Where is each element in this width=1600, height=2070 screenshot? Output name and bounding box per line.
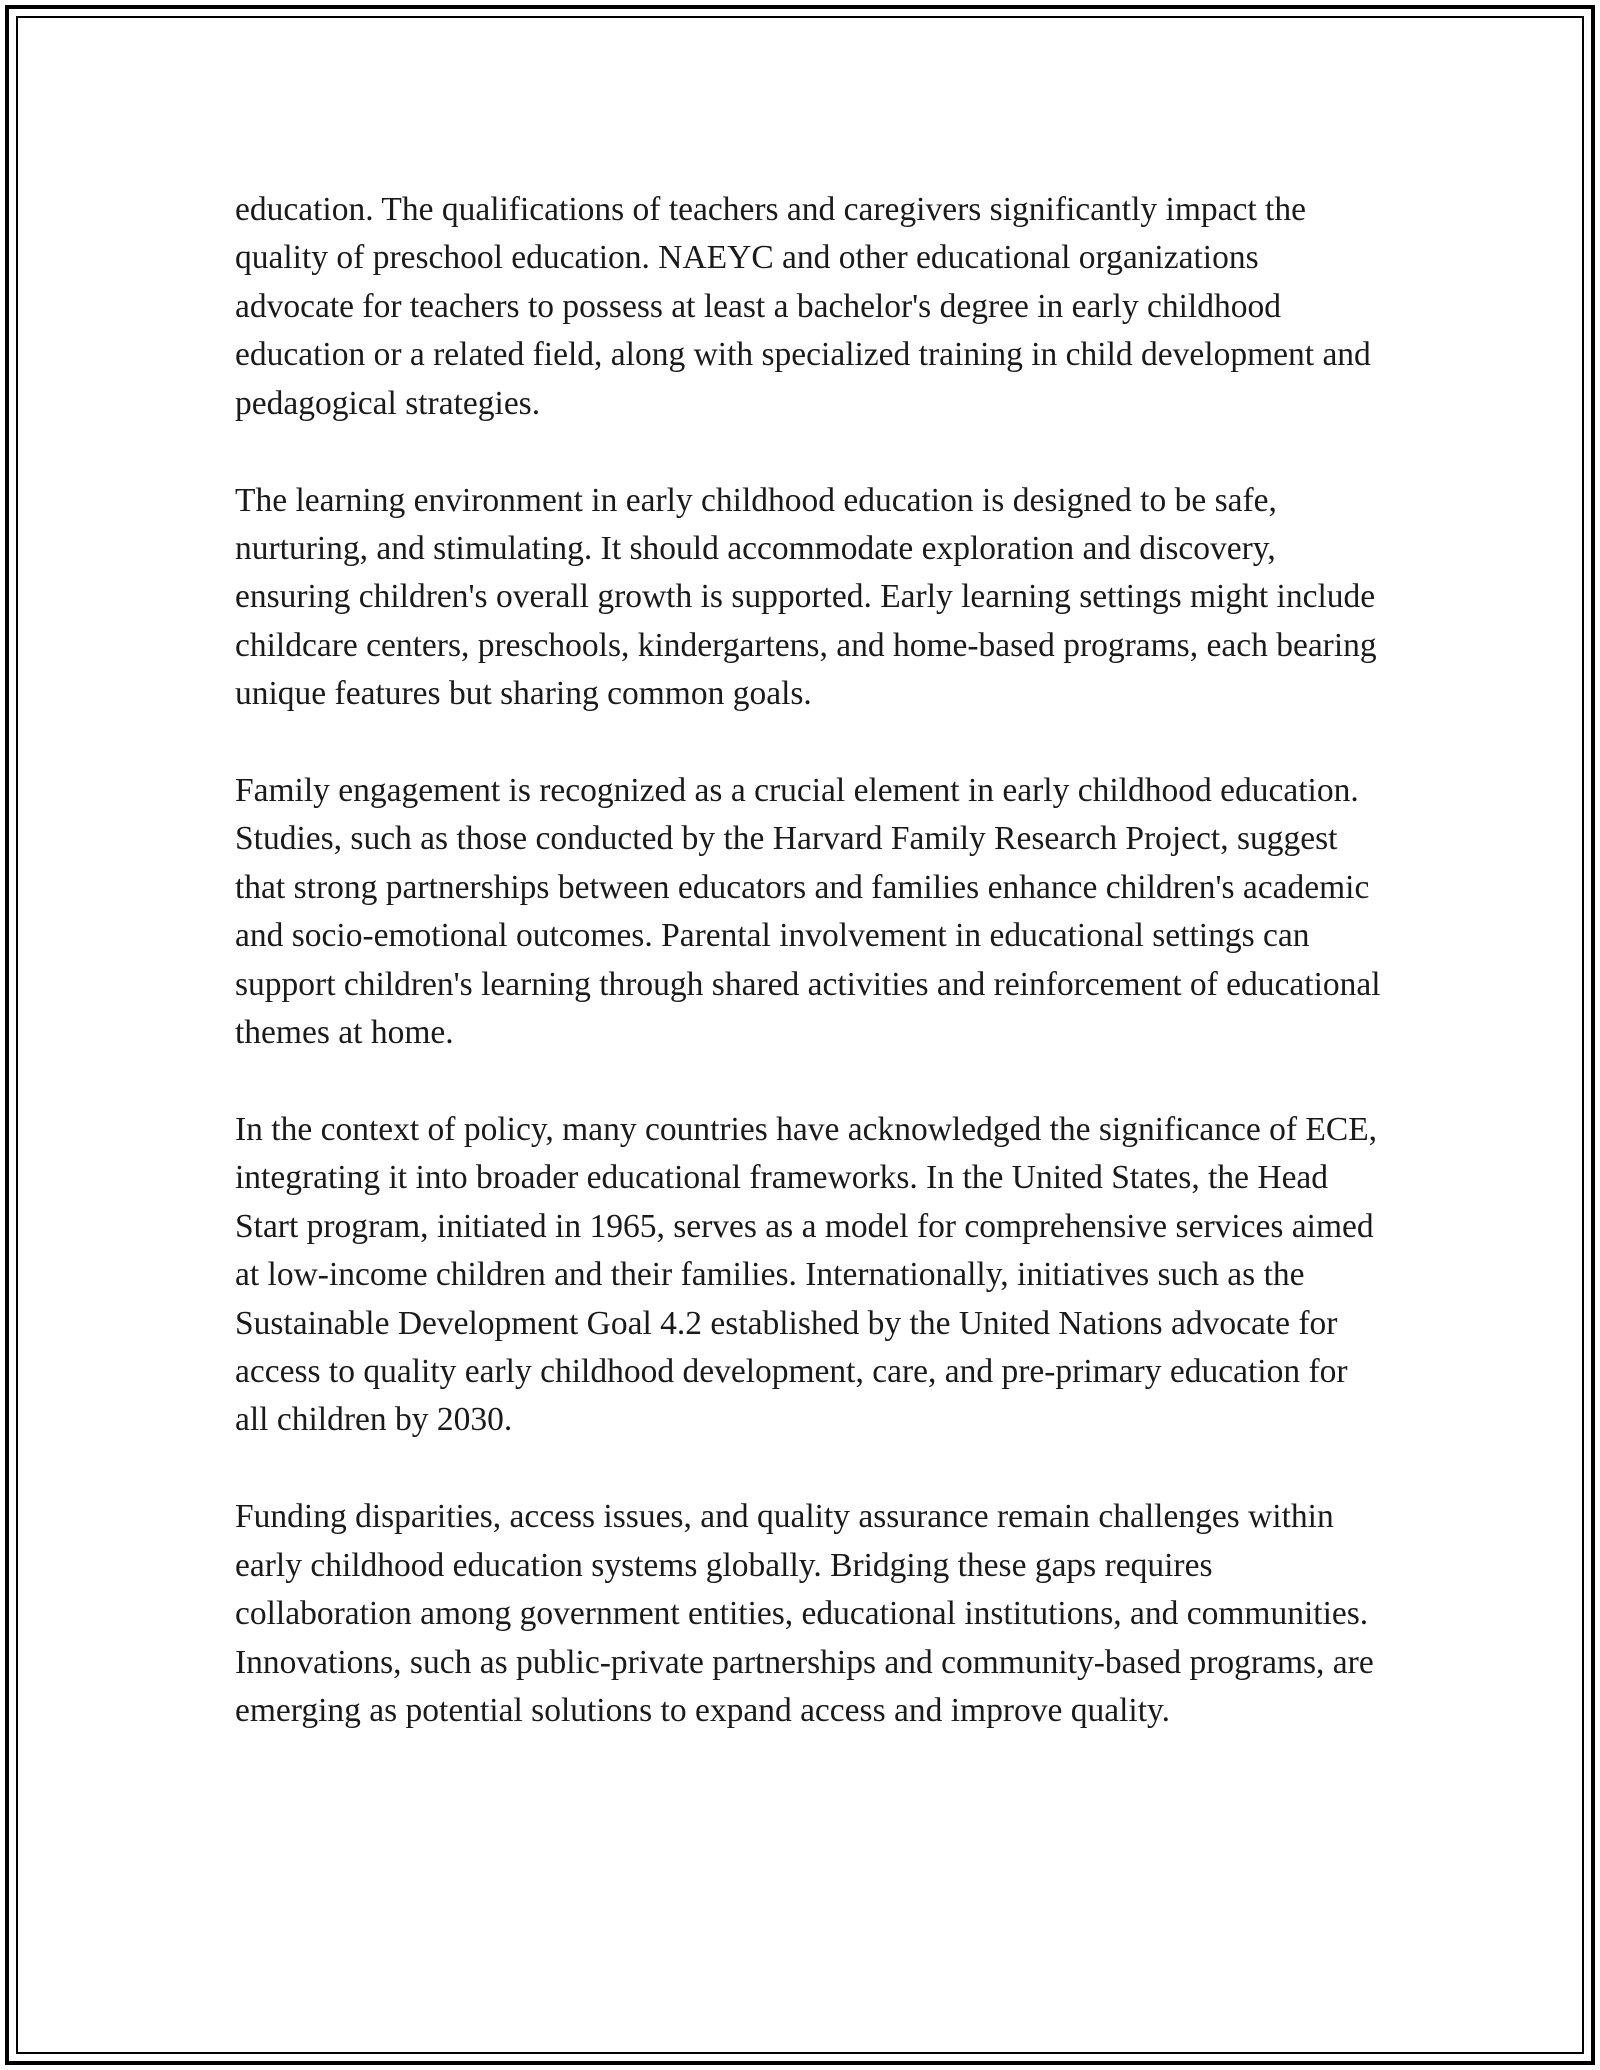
paragraph-teacher-qualifications: education. The qualifications of teachers and caregivers significantly impact the quality of preschool education. NAEYC and other educational organizations advocate for teachers to possess at least a bachelor's degree in early childhood education or a related field, along with specialized training in child development and pedagogical strategies.	[235, 191, 1371, 422]
paragraph-funding-challenges: Funding disparities, access issues, and quality assurance remain challenges within early childhood education systems globally. Bridging these gaps requires collaboration among government entities, educational institutions, and communities. Innovations, such as public-private partnerships and community-based programs, are emerging as potential solutions to expand access and improve quality.	[235, 1498, 1374, 1729]
document-body	[235, 186, 1385, 1735]
paragraph-policy-context: In the context of policy, many countries have acknowledged the significance of ECE, integrating it into broader educational frameworks. In the United States, the Head Start program, initiated in 1965, serves as a model for comprehensive services aimed at low-income children and their families. Internationally, initiatives such as the Sustainable Development Goal 4.2 established by the United Nations advocate for access to quality early childhood development, care, and pre-primary education for all children by 2030.	[235, 1111, 1378, 1439]
paragraph-learning-environment: The learning environment in early childhood education is designed to be safe, nurturing, and stimulating. It should accommodate exploration and discovery, ensuring children's overall growth is supported. Early learning settings might include childcare centers, preschools, kindergartens, and home-based programs, each bearing unique features but sharing common goals.	[235, 481, 1377, 713]
paragraph-family-engagement: Family engagement is recognized as a crucial element in early childhood education. Studies, such as those conducted by the Harvard Family Research Project, suggest that strong partnerships between educators and families enhance children's academic and socio-emotional outcomes. Parental involvement in educational settings can support children's learning through shared activities and reinforcement of educational themes at home.	[235, 772, 1381, 1052]
